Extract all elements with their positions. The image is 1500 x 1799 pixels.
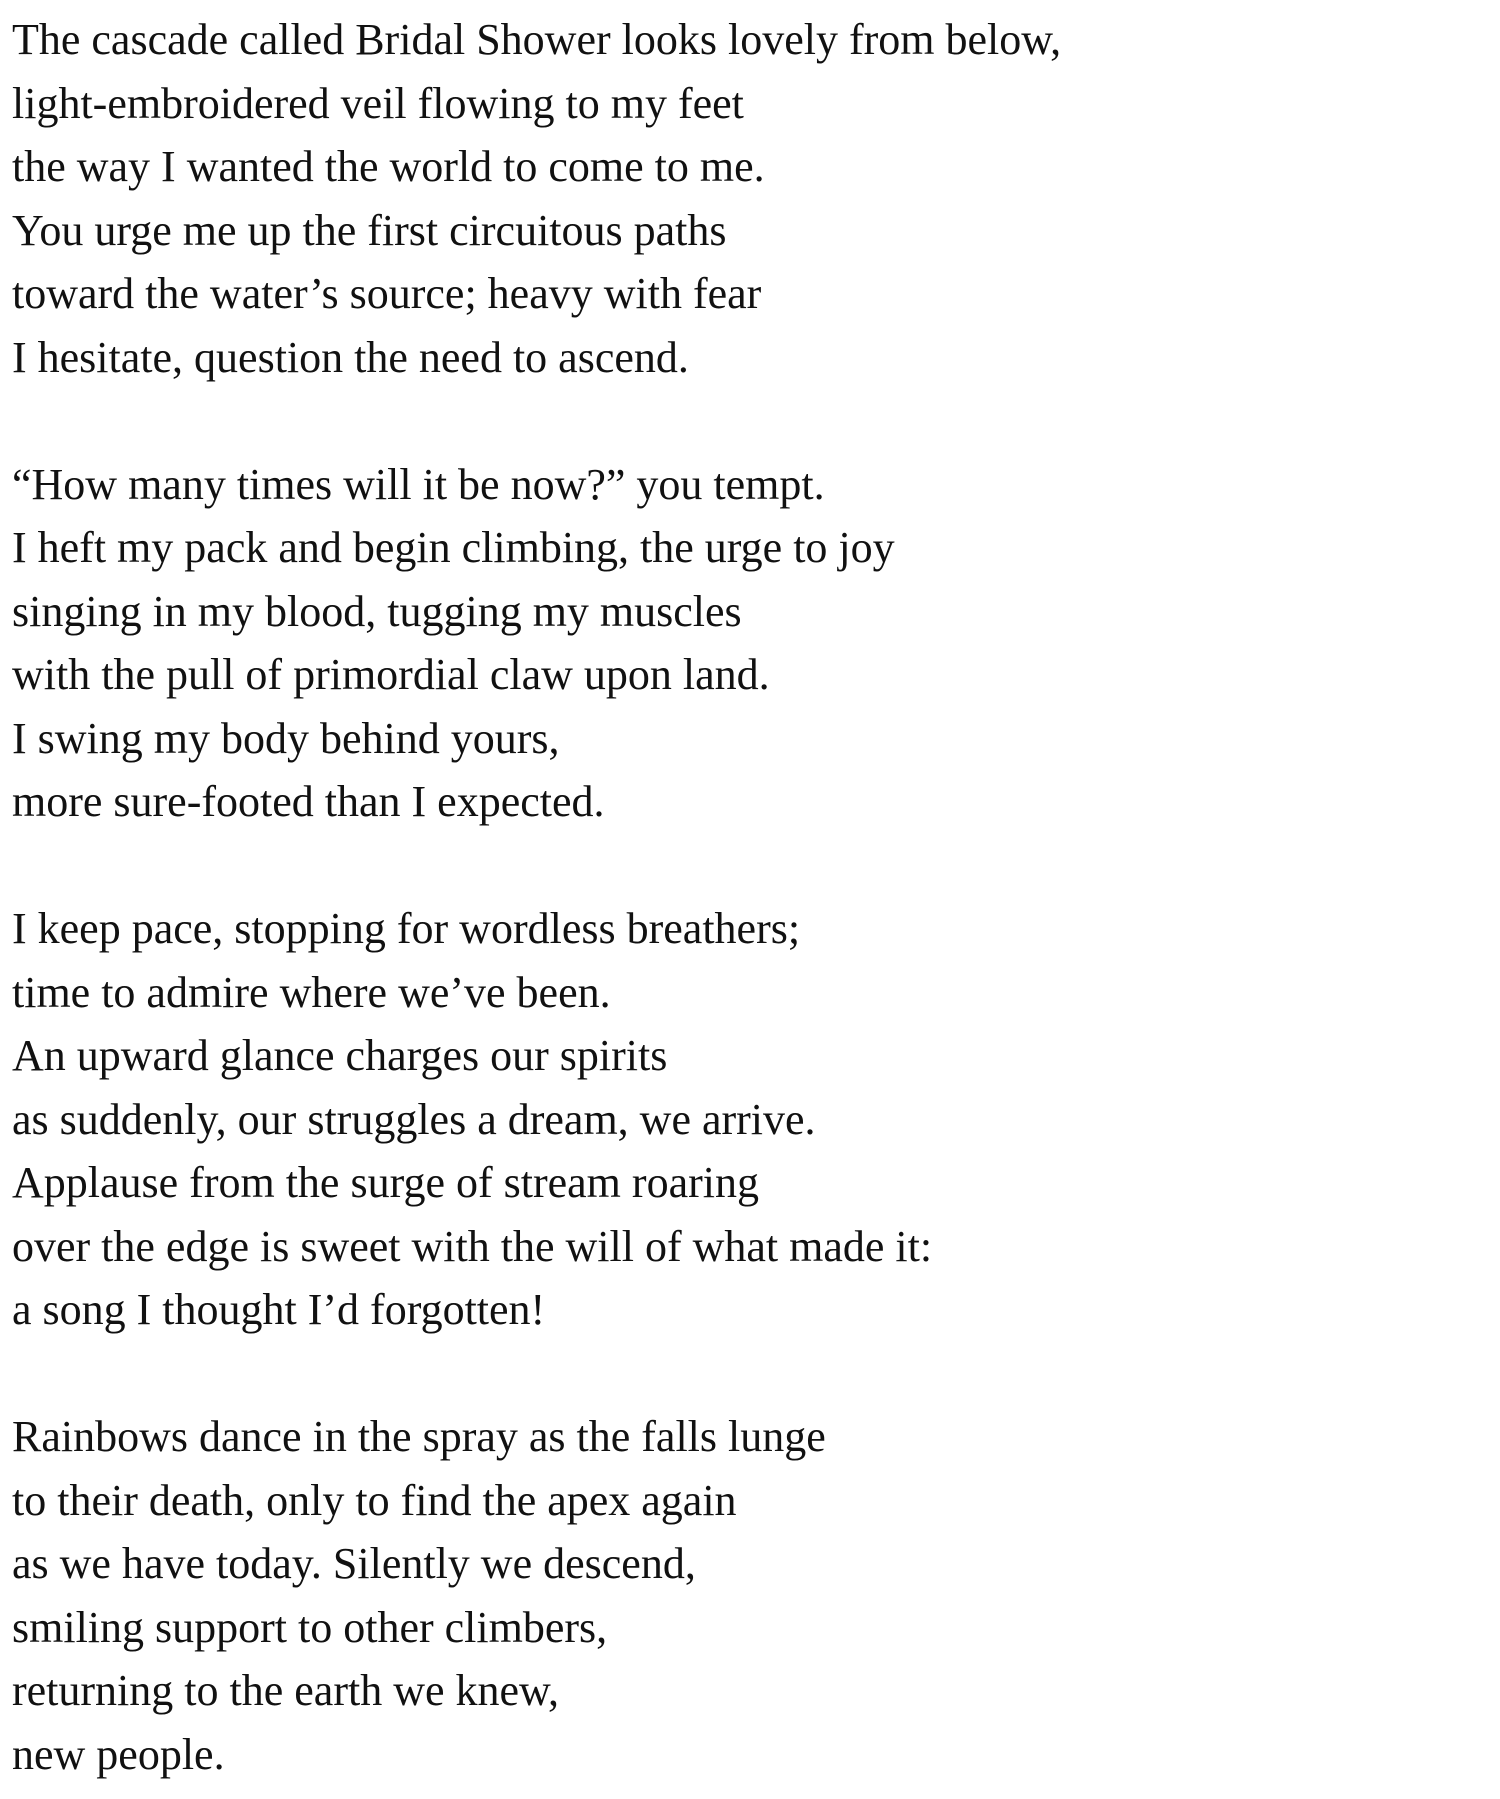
poem-line: I heft my pack and begin climbing, the urge to joy [12,523,895,572]
poem-line: I keep pace, stopping for wordless breathers; [12,904,801,953]
poem-line: Rainbows dance in the spray as the falls lunge [12,1412,826,1461]
poem-line: “How many times will it be now?” you tempt. [12,459,825,509]
poem-line: time to admire where we’ve been. [12,967,611,1017]
poem-line: Applause from the surge of stream roaring [12,1158,759,1207]
poem-line: I hesitate, question the need to ascend. [12,332,689,382]
poem-line: to their death, only to find the apex again [12,1475,737,1525]
stanza-3 [12,897,1482,1342]
poem-line: The cascade called Bridal Shower looks lovely from below, [12,15,1062,64]
poem-body [12,8,1482,1786]
poem-line: a song I thought I’d forgotten! [12,1285,546,1334]
stanza-2 [12,453,1482,834]
poem-line: with the pull of primordial claw upon land. [12,650,770,699]
poem-line: I swing my body behind yours, [12,713,560,763]
poem-line: more sure-footed than I expected. [12,777,605,826]
poem-line: An upward glance charges our spirits [12,1031,668,1080]
poem-line: light-embroidered veil flowing to my feet [12,78,744,128]
poem-line: as we have today. Silently we descend, [12,1539,696,1588]
poem-line: new people. [12,1729,225,1779]
poem-line: returning to the earth we knew, [12,1666,559,1715]
poem-line: as suddenly, our struggles a dream, we arrive. [12,1094,816,1144]
poem-line: You urge me up the first circuitous paths [12,205,727,255]
poem-line: toward the water’s source; heavy with fear [12,269,762,318]
poem-line: the way I wanted the world to come to me. [12,142,765,191]
poem-line: singing in my blood, tugging my muscles [12,586,742,636]
poem-line: over the edge is sweet with the will of what made it: [12,1221,933,1271]
stanza-1 [12,8,1482,389]
stanza-4 [12,1405,1482,1786]
poem-line: smiling support to other climbers, [12,1602,608,1652]
